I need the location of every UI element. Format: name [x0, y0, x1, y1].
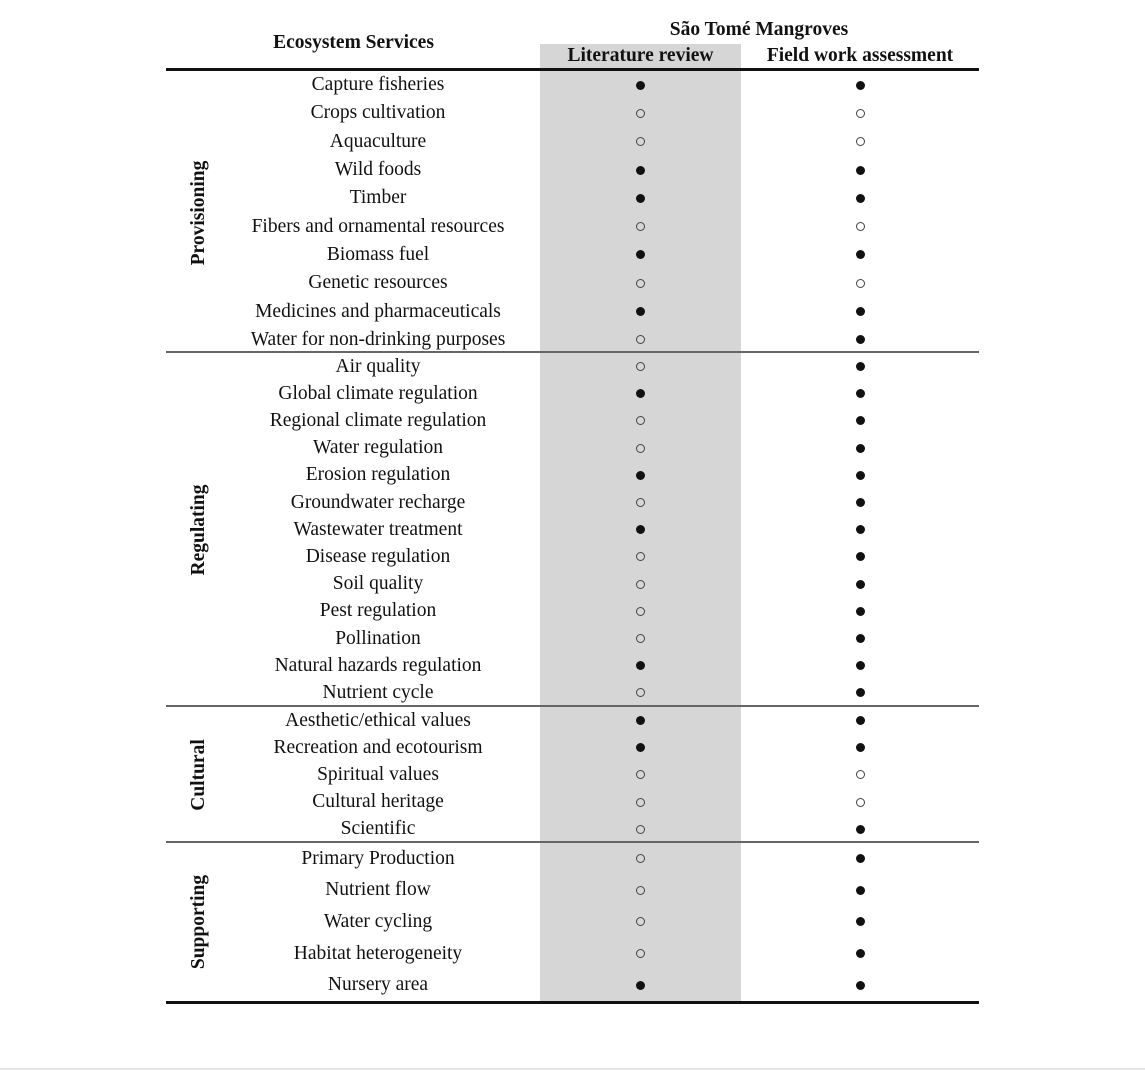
empty-circle-icon	[636, 222, 645, 231]
empty-circle-icon	[636, 607, 645, 616]
literature-cell	[540, 571, 741, 598]
literature-cell	[540, 598, 741, 625]
category-label-provisioning: Provisioning	[188, 160, 209, 265]
filled-circle-icon	[856, 416, 865, 425]
table-row	[166, 707, 979, 734]
table-row	[166, 843, 979, 875]
empty-circle-icon	[636, 770, 645, 779]
table-row	[166, 875, 979, 907]
field-cell	[741, 380, 979, 407]
table-row	[166, 652, 979, 679]
table-row	[166, 241, 979, 269]
service-name: Capture fisheries	[311, 74, 445, 96]
filled-circle-icon	[636, 166, 645, 175]
filled-circle-icon	[856, 525, 865, 534]
empty-circle-icon	[856, 109, 865, 118]
filled-circle-icon	[856, 498, 865, 507]
literature-cell	[540, 969, 741, 1001]
field-cell	[741, 71, 979, 99]
filled-circle-icon	[636, 194, 645, 203]
literature-cell	[540, 906, 741, 938]
column-header-services: Ecosystem Services	[273, 32, 434, 53]
service-name: Water cycling	[323, 910, 433, 932]
field-cell	[741, 435, 979, 462]
empty-circle-icon	[636, 886, 645, 895]
table-row	[166, 625, 979, 652]
empty-circle-icon	[856, 222, 865, 231]
filled-circle-icon	[856, 194, 865, 203]
empty-circle-icon	[636, 798, 645, 807]
literature-cell	[540, 679, 741, 706]
table-row	[166, 269, 979, 297]
filled-circle-icon	[636, 307, 645, 316]
field-cell	[741, 734, 979, 761]
service-name: Nursery area	[327, 974, 429, 996]
filled-circle-icon	[856, 981, 865, 990]
service-name: Wastewater treatment	[293, 518, 463, 540]
column-header-field: Field work assessment	[766, 45, 954, 66]
table-row	[166, 184, 979, 212]
field-cell	[741, 407, 979, 434]
table-row	[166, 407, 979, 434]
filled-circle-icon	[856, 389, 865, 398]
service-name: Regional climate regulation	[269, 409, 487, 431]
field-cell	[741, 99, 979, 127]
field-cell	[741, 543, 979, 570]
field-cell	[741, 516, 979, 543]
filled-circle-icon	[856, 854, 865, 863]
service-name: Aquaculture	[329, 130, 427, 152]
field-cell	[741, 571, 979, 598]
filled-circle-icon	[856, 716, 865, 725]
table-row	[166, 543, 979, 570]
filled-circle-icon	[856, 634, 865, 643]
empty-circle-icon	[636, 335, 645, 344]
table-row	[166, 326, 979, 354]
field-cell	[741, 843, 979, 875]
filled-circle-icon	[856, 307, 865, 316]
literature-cell	[540, 99, 741, 127]
literature-cell	[540, 843, 741, 875]
literature-cell	[540, 707, 741, 734]
filled-circle-icon	[856, 607, 865, 616]
field-cell	[741, 128, 979, 156]
service-name: Pollination	[335, 627, 421, 649]
empty-circle-icon	[636, 854, 645, 863]
filled-circle-icon	[856, 917, 865, 926]
field-cell	[741, 184, 979, 212]
table-row	[166, 789, 979, 816]
filled-circle-icon	[636, 389, 645, 398]
field-cell	[741, 816, 979, 843]
table-row	[166, 462, 979, 489]
service-name: Fibers and ornamental resources	[251, 215, 505, 237]
column-header-literature: Literature review	[567, 45, 714, 66]
literature-cell	[540, 297, 741, 325]
table-row	[166, 734, 979, 761]
empty-circle-icon	[636, 949, 645, 958]
field-cell	[741, 652, 979, 679]
literature-cell	[540, 489, 741, 516]
filled-circle-icon	[636, 661, 645, 670]
table-row	[166, 380, 979, 407]
table-row	[166, 969, 979, 1001]
service-name: Water regulation	[313, 437, 443, 459]
empty-circle-icon	[636, 498, 645, 507]
literature-cell	[540, 462, 741, 489]
service-name: Aesthetic/ethical values	[285, 709, 471, 731]
filled-circle-icon	[856, 471, 865, 480]
literature-cell	[540, 875, 741, 907]
field-cell	[741, 938, 979, 970]
filled-circle-icon	[636, 743, 645, 752]
category-label-cultural: Cultural	[188, 739, 209, 811]
service-name: Nutrient cycle	[322, 681, 434, 703]
filled-circle-icon	[856, 580, 865, 589]
service-name: Genetic resources	[308, 272, 448, 294]
field-cell	[741, 625, 979, 652]
field-cell	[741, 462, 979, 489]
field-cell	[741, 679, 979, 706]
empty-circle-icon	[636, 416, 645, 425]
service-name: Soil quality	[332, 573, 424, 595]
table-row	[166, 516, 979, 543]
empty-circle-icon	[636, 580, 645, 589]
table-row	[166, 297, 979, 325]
filled-circle-icon	[856, 743, 865, 752]
table-row	[166, 679, 979, 706]
literature-cell	[540, 128, 741, 156]
service-name: Groundwater recharge	[290, 491, 466, 513]
filled-circle-icon	[856, 661, 865, 670]
literature-cell	[540, 543, 741, 570]
literature-cell	[540, 407, 741, 434]
filled-circle-icon	[856, 335, 865, 344]
empty-circle-icon	[636, 634, 645, 643]
category-label-supporting: Supporting	[188, 874, 209, 970]
literature-cell	[540, 353, 741, 380]
field-cell	[741, 598, 979, 625]
literature-cell	[540, 816, 741, 843]
service-name: Crops cultivation	[310, 102, 446, 124]
literature-cell	[540, 241, 741, 269]
table-row	[166, 571, 979, 598]
table-row	[166, 71, 979, 99]
filled-circle-icon	[636, 471, 645, 480]
field-cell	[741, 875, 979, 907]
empty-circle-icon	[856, 279, 865, 288]
bottom-rule	[166, 1001, 979, 1004]
literature-cell	[540, 938, 741, 970]
filled-circle-icon	[856, 362, 865, 371]
field-cell	[741, 297, 979, 325]
empty-circle-icon	[636, 109, 645, 118]
literature-cell	[540, 269, 741, 297]
field-cell	[741, 707, 979, 734]
empty-circle-icon	[636, 137, 645, 146]
service-name: Global climate regulation	[278, 382, 478, 404]
filled-circle-icon	[856, 886, 865, 895]
table-row	[166, 156, 979, 184]
empty-circle-icon	[636, 825, 645, 834]
service-name: Timber	[349, 187, 407, 209]
literature-cell	[540, 326, 741, 354]
empty-circle-icon	[856, 137, 865, 146]
table-row	[166, 816, 979, 843]
filled-circle-icon	[856, 825, 865, 834]
filled-circle-icon	[856, 949, 865, 958]
table-row	[166, 128, 979, 156]
filled-circle-icon	[636, 981, 645, 990]
filled-circle-icon	[856, 688, 865, 697]
table-row	[166, 906, 979, 938]
service-name: Biomass fuel	[326, 243, 430, 265]
field-cell	[741, 353, 979, 380]
empty-circle-icon	[856, 798, 865, 807]
table-row	[166, 435, 979, 462]
table-row	[166, 353, 979, 380]
service-name: Natural hazards regulation	[274, 654, 482, 676]
literature-cell	[540, 435, 741, 462]
table-row	[166, 598, 979, 625]
service-name: Habitat heterogeneity	[293, 942, 463, 964]
field-cell	[741, 156, 979, 184]
service-name: Disease regulation	[305, 545, 451, 567]
field-cell	[741, 489, 979, 516]
category-label-regulating: Regulating	[188, 484, 209, 576]
field-cell	[741, 326, 979, 354]
service-name: Primary Production	[301, 847, 455, 869]
empty-circle-icon	[636, 552, 645, 561]
table-row	[166, 489, 979, 516]
empty-circle-icon	[636, 444, 645, 453]
literature-cell	[540, 625, 741, 652]
field-cell	[741, 213, 979, 241]
literature-cell	[540, 652, 741, 679]
filled-circle-icon	[856, 166, 865, 175]
field-cell	[741, 789, 979, 816]
service-name: Recreation and ecotourism	[273, 736, 483, 758]
table-row	[166, 213, 979, 241]
literature-cell	[540, 71, 741, 99]
service-name: Pest regulation	[319, 600, 437, 622]
literature-cell	[540, 516, 741, 543]
literature-cell	[540, 184, 741, 212]
literature-cell	[540, 789, 741, 816]
table-row	[166, 938, 979, 970]
literature-cell	[540, 213, 741, 241]
service-name: Cultural heritage	[312, 791, 444, 813]
empty-circle-icon	[636, 279, 645, 288]
literature-cell	[540, 156, 741, 184]
service-name: Wild foods	[334, 159, 422, 181]
filled-circle-icon	[636, 81, 645, 90]
service-name: Medicines and pharmaceuticals	[255, 300, 501, 322]
empty-circle-icon	[636, 688, 645, 697]
service-name: Erosion regulation	[305, 464, 451, 486]
literature-cell	[540, 734, 741, 761]
filled-circle-icon	[636, 250, 645, 259]
empty-circle-icon	[636, 362, 645, 371]
table-row	[166, 761, 979, 788]
service-name: Spiritual values	[317, 763, 439, 785]
literature-cell	[540, 380, 741, 407]
filled-circle-icon	[856, 552, 865, 561]
empty-circle-icon	[636, 917, 645, 926]
filled-circle-icon	[856, 444, 865, 453]
service-name: Scientific	[340, 818, 416, 840]
field-cell	[741, 241, 979, 269]
service-name: Nutrient flow	[325, 879, 431, 901]
service-name: Air quality	[335, 355, 421, 377]
field-cell	[741, 269, 979, 297]
filled-circle-icon	[856, 81, 865, 90]
filled-circle-icon	[636, 716, 645, 725]
service-name: Water for non-drinking purposes	[250, 328, 506, 350]
field-cell	[741, 969, 979, 1001]
table-row	[166, 99, 979, 127]
filled-circle-icon	[856, 250, 865, 259]
empty-circle-icon	[856, 770, 865, 779]
table-title: São Tomé Mangroves	[669, 19, 849, 40]
field-cell	[741, 761, 979, 788]
literature-cell	[540, 761, 741, 788]
filled-circle-icon	[636, 525, 645, 534]
field-cell	[741, 906, 979, 938]
